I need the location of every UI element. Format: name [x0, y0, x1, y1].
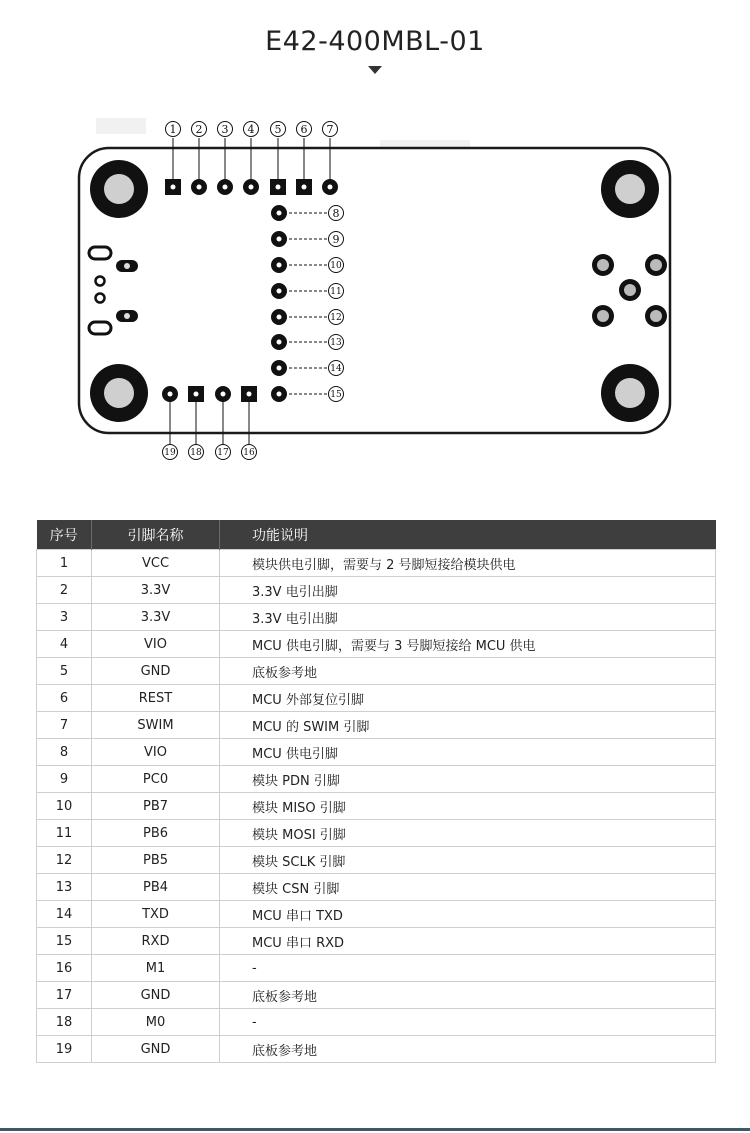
pin-name-cell: PB7	[92, 793, 220, 820]
pin-function-cell: MCU 外部复位引脚	[220, 685, 716, 712]
pin-name-cell: 3.3V	[92, 577, 220, 604]
pin-index-cell: 12	[37, 847, 92, 874]
pin-index-cell: 1	[37, 550, 92, 577]
table-row	[37, 739, 716, 766]
pin-index-cell: 18	[37, 1009, 92, 1036]
pin-function-cell: 3.3V 电引出脚	[220, 604, 716, 631]
svg-text:3: 3	[221, 123, 229, 136]
svg-text:15: 15	[330, 390, 342, 400]
pin-index-cell: 4	[37, 631, 92, 658]
pin-index-cell: 3	[37, 604, 92, 631]
pin-name-cell: M1	[92, 955, 220, 982]
table-row	[37, 955, 716, 982]
pin-name-cell: GND	[92, 658, 220, 685]
svg-text:19: 19	[164, 448, 176, 458]
pin-function-cell: 模块供电引脚，需要与 2 号脚短接给模块供电	[220, 550, 716, 577]
board-diagram	[0, 100, 750, 470]
callout-8	[329, 206, 344, 221]
pin-name-cell: PB5	[92, 847, 220, 874]
table-header-row	[37, 520, 716, 550]
table-row	[37, 577, 716, 604]
callout-15	[329, 387, 344, 402]
pin-index-cell: 10	[37, 793, 92, 820]
pin-function-cell: 模块 MOSI 引脚	[220, 820, 716, 847]
pin-name-cell: GND	[92, 1036, 220, 1063]
pin-function-cell: 模块 CSN 引脚	[220, 874, 716, 901]
callout-9	[329, 232, 344, 247]
svg-text:2: 2	[195, 123, 203, 136]
svg-text:11: 11	[330, 287, 342, 297]
pin-index-cell: 16	[37, 955, 92, 982]
callout-4	[244, 122, 259, 137]
table-row	[37, 901, 716, 928]
title-arrow-icon	[368, 66, 382, 74]
table-row	[37, 604, 716, 631]
svg-text:5: 5	[274, 123, 282, 136]
pin-function-cell: MCU 供电引脚	[220, 739, 716, 766]
pin-index-cell: 5	[37, 658, 92, 685]
svg-text:12: 12	[330, 313, 342, 323]
pin-function-cell: 底板参考地	[220, 658, 716, 685]
callout-17	[216, 445, 231, 460]
svg-text:6: 6	[300, 123, 308, 136]
callout-16	[242, 445, 257, 460]
pin-name-cell: REST	[92, 685, 220, 712]
pin-name-cell: RXD	[92, 928, 220, 955]
pin-function-cell: 模块 SCLK 引脚	[220, 847, 716, 874]
pin-index-cell: 19	[37, 1036, 92, 1063]
callout-6	[297, 122, 312, 137]
pin-name-cell: PB4	[92, 874, 220, 901]
table-row	[37, 847, 716, 874]
header-pin-name: 引脚名称	[92, 520, 220, 550]
pin-function-cell: MCU 供电引脚，需要与 3 号脚短接给 MCU 供电	[220, 631, 716, 658]
table-row	[37, 766, 716, 793]
table-row	[37, 550, 716, 577]
pin-index-cell: 15	[37, 928, 92, 955]
pin-name-cell: GND	[92, 982, 220, 1009]
table-row	[37, 1036, 716, 1063]
page-title: E42-400MBL-01	[265, 26, 485, 57]
callout-11	[329, 284, 344, 299]
callout-2	[192, 122, 207, 137]
pin-name-cell: M0	[92, 1009, 220, 1036]
pin-table	[36, 520, 716, 1063]
pin-index-cell: 14	[37, 901, 92, 928]
table-row	[37, 928, 716, 955]
callout-1	[166, 122, 181, 137]
pin-function-cell: 3.3V 电引出脚	[220, 577, 716, 604]
callout-13	[329, 335, 344, 350]
svg-text:4: 4	[247, 123, 255, 136]
pin-name-cell: VCC	[92, 550, 220, 577]
callout-18	[189, 445, 204, 460]
table-row	[37, 793, 716, 820]
pin-index-cell: 13	[37, 874, 92, 901]
callout-3	[218, 122, 233, 137]
header-function: 功能说明	[220, 520, 716, 550]
pin-name-cell: SWIM	[92, 712, 220, 739]
svg-text:7: 7	[326, 123, 334, 136]
callout-10	[329, 258, 344, 273]
pin-function-cell: MCU 串口 RXD	[220, 928, 716, 955]
pin-function-cell: MCU 串口 TXD	[220, 901, 716, 928]
pin-index-cell: 6	[37, 685, 92, 712]
pin-index-cell: 9	[37, 766, 92, 793]
table-row	[37, 712, 716, 739]
pin-name-cell: PB6	[92, 820, 220, 847]
pin-index-cell: 17	[37, 982, 92, 1009]
pin-name-cell: PC0	[92, 766, 220, 793]
pin-name-cell: TXD	[92, 901, 220, 928]
svg-text:14: 14	[330, 364, 342, 374]
svg-text:16: 16	[243, 448, 255, 458]
svg-text:1: 1	[169, 123, 177, 136]
callout-19	[163, 445, 178, 460]
pin-index-cell: 11	[37, 820, 92, 847]
callout-7	[323, 122, 338, 137]
pin-function-cell: -	[220, 955, 716, 982]
svg-text:13: 13	[330, 338, 342, 348]
table-row	[37, 1009, 716, 1036]
svg-text:10: 10	[330, 261, 342, 271]
callout-14	[329, 361, 344, 376]
header-index: 序号	[37, 520, 92, 550]
pin-name-cell: VIO	[92, 631, 220, 658]
svg-text:8: 8	[332, 207, 340, 220]
table-row	[37, 982, 716, 1009]
callout-12	[329, 310, 344, 325]
svg-text:17: 17	[217, 448, 229, 458]
pin-function-cell: MCU 的 SWIM 引脚	[220, 712, 716, 739]
pin-index-cell: 7	[37, 712, 92, 739]
pin-function-cell: 模块 PDN 引脚	[220, 766, 716, 793]
callout-5	[271, 122, 286, 137]
table-row	[37, 874, 716, 901]
pin-function-cell: 模块 MISO 引脚	[220, 793, 716, 820]
pin-name-cell: VIO	[92, 739, 220, 766]
pin-index-cell: 8	[37, 739, 92, 766]
bottom-border	[0, 1128, 750, 1131]
table-row	[37, 820, 716, 847]
table-row	[37, 631, 716, 658]
pin-function-cell: 底板参考地	[220, 982, 716, 1009]
pin-function-cell: -	[220, 1009, 716, 1036]
svg-text:18: 18	[190, 448, 202, 458]
table-row	[37, 685, 716, 712]
table-row	[37, 658, 716, 685]
pin-function-cell: 底板参考地	[220, 1036, 716, 1063]
svg-text:9: 9	[332, 233, 340, 246]
pin-index-cell: 2	[37, 577, 92, 604]
pin-name-cell: 3.3V	[92, 604, 220, 631]
